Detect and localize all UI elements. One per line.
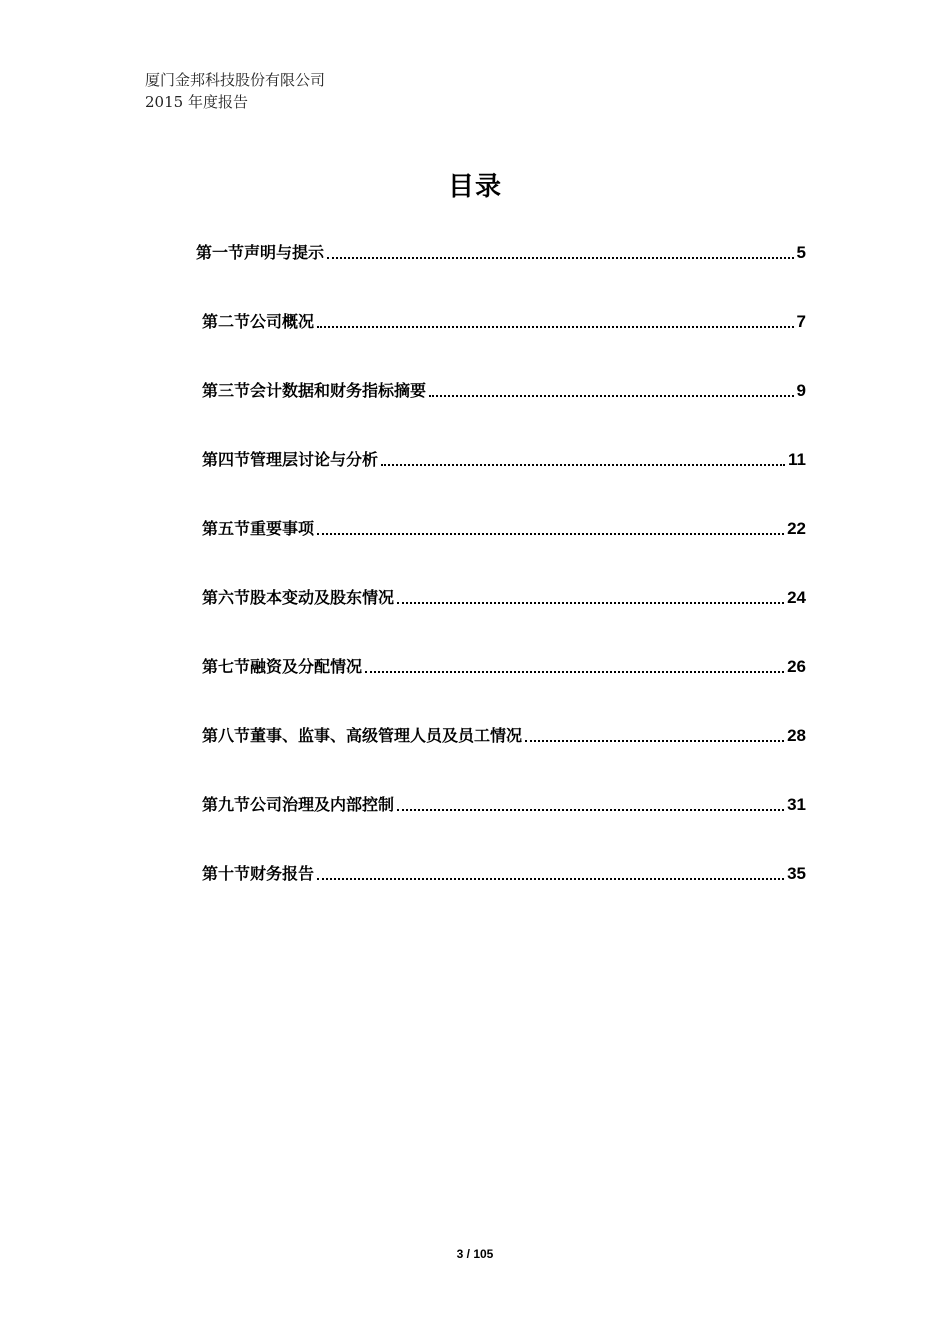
toc-leader-dots xyxy=(317,878,784,880)
toc-entry-label: 第七节融资及分配情况 xyxy=(202,657,363,676)
toc-leader-dots xyxy=(365,671,784,673)
toc-leader-dots xyxy=(317,533,784,535)
toc-entry-2[interactable] xyxy=(202,310,806,334)
company-name: 厦门金邦科技股份有限公司 xyxy=(145,71,326,89)
toc-entry-8[interactable] xyxy=(202,724,806,748)
toc-entry-page: 31 xyxy=(787,795,806,814)
toc-entry-label: 第五节重要事项 xyxy=(202,519,315,538)
toc-entry-6[interactable] xyxy=(202,586,806,610)
toc-entry-page: 35 xyxy=(787,864,806,883)
toc-leader-dots xyxy=(397,602,784,604)
toc-entry-5[interactable] xyxy=(202,517,806,541)
toc-entry-label: 第一节声明与提示 xyxy=(196,243,325,262)
toc-entry-page: 11 xyxy=(788,450,806,469)
toc-leader-dots xyxy=(525,740,784,742)
toc-leader-dots xyxy=(327,257,794,259)
toc-entry-3[interactable] xyxy=(202,379,806,403)
toc-entry-9[interactable] xyxy=(202,793,806,817)
page-title: 目录 xyxy=(447,172,502,202)
toc-leader-dots xyxy=(317,326,794,328)
toc-entry-page: 5 xyxy=(796,243,806,262)
toc-entry-label: 第九节公司治理及内部控制 xyxy=(202,795,395,814)
toc-entry-1[interactable] xyxy=(196,241,806,265)
toc-entry-page: 9 xyxy=(796,381,806,400)
toc-entry-page: 28 xyxy=(787,726,806,745)
report-title: 2015 年度报告 xyxy=(145,93,248,111)
toc-entry-label: 第十节财务报告 xyxy=(202,864,315,883)
toc-entry-10[interactable] xyxy=(202,862,806,886)
page-number: 3 / 105 xyxy=(456,1247,494,1261)
toc-entry-label: 第八节董事、监事、高级管理人员及员工情况 xyxy=(202,726,523,745)
toc-entry-label: 第六节股本变动及股东情况 xyxy=(202,588,395,607)
toc-leader-dots xyxy=(397,809,784,811)
toc-entry-label: 第二节公司概况 xyxy=(202,312,315,331)
toc-entry-4[interactable] xyxy=(202,448,806,472)
toc-entry-label: 第四节管理层讨论与分析 xyxy=(202,450,379,469)
toc-leader-dots xyxy=(429,395,794,397)
toc-entry-page: 24 xyxy=(787,588,806,607)
toc-entry-label: 第三节会计数据和财务指标摘要 xyxy=(202,381,427,400)
toc-entry-page: 22 xyxy=(787,519,806,538)
toc-leader-dots xyxy=(381,464,785,466)
toc-entry-page: 7 xyxy=(796,312,806,331)
toc-entry-7[interactable] xyxy=(202,655,806,679)
toc-entry-page: 26 xyxy=(787,657,806,676)
